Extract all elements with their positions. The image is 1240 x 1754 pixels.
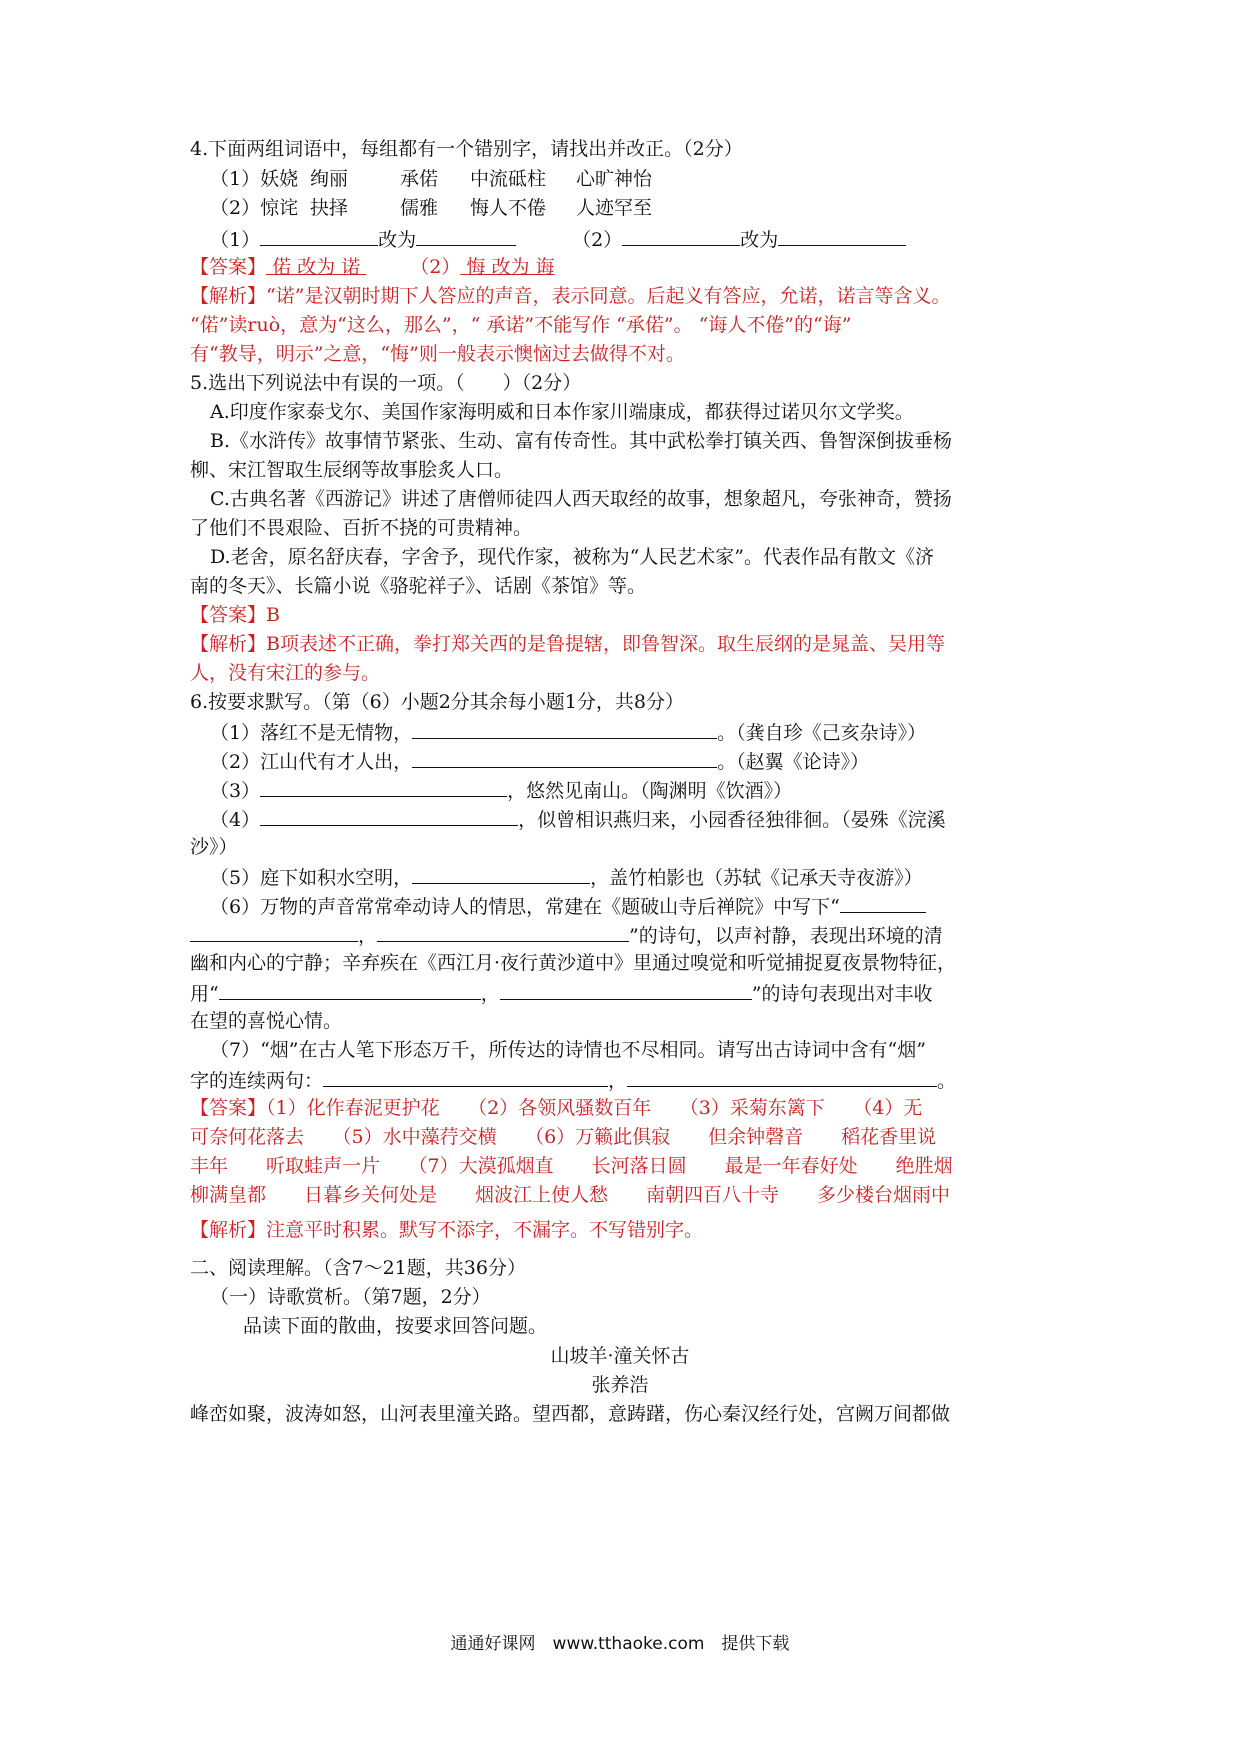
q4-analysis-3: 有“教导，明示”之意，“悔”则一般表示懊恼过去做得不对。 <box>190 343 685 365</box>
q4-word: 心旷神怡 <box>576 168 653 190</box>
q4-answer2-label: （2） <box>410 256 461 278</box>
q5-option-c-cont: 了他们不畏艰险、百折不挠的可贵精神。 <box>190 517 533 539</box>
q6-item-4-post: ，似曾相识燕归来，小园香径独徘徊。（晏殊《浣溪 <box>518 809 946 831</box>
q4-word: 绚丽 <box>310 168 349 190</box>
q4-word: （1）妖娆 <box>210 168 299 190</box>
q4-analysis-2: “偌”读ruò，意为“这么，那么”，“ 承诺”不能写作 “承偌”。 “诲人不倦”的“诲” <box>190 314 852 336</box>
q4-blanks <box>210 223 1080 253</box>
q6-item-5 <box>210 861 1080 891</box>
q5-option-d-cont: 南的冬天》、长篇小说《骆驼祥子》、话剧《茶馆》等。 <box>190 575 647 597</box>
q4-stem: 4.下面两组词语中，每组都有一个错别字，请找出并改正。（2分） <box>190 138 743 160</box>
q4-answer1-wrong: 偌 <box>272 256 292 278</box>
q5-analysis-text: B项表述不正确，拳打郑关西的是鲁提辖，即鲁智深。取生辰纲的是晁盖、吴用等 <box>266 633 945 655</box>
q6-blank[interactable] <box>840 890 926 913</box>
q4-answer-mid: 改为 <box>297 256 336 278</box>
q6-blank[interactable] <box>412 745 717 768</box>
answer-label: 【答案】 <box>190 1097 267 1119</box>
q6-item-6-post: ”的诗句，以声衬静，表现出环境的清 <box>629 925 943 947</box>
analysis-label: 【解析】 <box>190 285 267 307</box>
q5-option-c: C.古典名著《西游记》讲述了唐僧师徒四人西天取经的故事，想象超凡，夸张神奇，赞扬 <box>210 488 952 510</box>
q6-blank[interactable] <box>219 977 481 1000</box>
q4-word: 抉择 <box>310 197 349 219</box>
q4-group1 <box>210 164 1080 194</box>
q6-item-6-line5: 在望的喜悦心情。 <box>190 1010 343 1032</box>
q6-blank[interactable] <box>260 803 518 826</box>
reading-intro: 品读下面的散曲，按要求回答问题。 <box>243 1315 548 1337</box>
q6-blank[interactable] <box>323 1064 608 1087</box>
q4-blank2-label: （2） <box>572 229 623 251</box>
q6-item-2-pre: （2）江山代有才人出， <box>210 751 413 773</box>
q6-item-1-post: 。（龚自珍《己亥杂诗》） <box>717 722 927 744</box>
q4-answer1-right: 诺 <box>341 256 361 278</box>
q6-blank[interactable] <box>412 716 717 739</box>
q6-item-4 <box>210 803 1080 833</box>
q4-answer-mid: 改为 <box>491 256 530 278</box>
q6-item-2 <box>210 745 1080 775</box>
q6-item-6-text: （6）万物的声音常常牵动诗人的情思，常建在《题破山寺后禅院》中写下“ <box>210 896 840 918</box>
q6-item-6-line3: 幽和内心的宁静；辛弃疾在《西江月·夜行黄沙道中》里通过嗅觉和听觉捕捉夏夜景物特征， <box>190 952 957 974</box>
q6-blank[interactable] <box>377 919 629 942</box>
analysis-label: 【解析】 <box>190 633 267 655</box>
q4-word: 悔人不倦 <box>470 197 547 219</box>
q6-item-7-pre: 字的连续两句： <box>190 1070 324 1092</box>
q6-item-3-pre: （3） <box>210 780 261 802</box>
q6-item-1 <box>210 716 1080 746</box>
q4-answer <box>190 252 1060 282</box>
q6-item-2-post: 。（赵翼《论诗》） <box>717 751 870 773</box>
q5-analysis-2: 人，没有宋江的参与。 <box>190 662 381 684</box>
q6-item-4-pre: （4） <box>210 809 261 831</box>
q6-comma: ， <box>358 925 378 947</box>
q6-item-6 <box>210 890 1080 920</box>
q4-word: 承偌 <box>400 168 439 190</box>
q6-blank[interactable] <box>627 1064 937 1087</box>
q6-answer-3: 丰年 听取蛙声一片 （7）大漠孤烟直 长河落日圆 最是一年春好处 绝胜烟 <box>190 1155 953 1177</box>
q5-answer <box>190 600 1060 630</box>
q4-blank1-label: （1） <box>210 229 261 251</box>
section-heading: 二、阅读理解。（含7～21题，共36分） <box>190 1257 526 1279</box>
answer-label: 【答案】 <box>190 256 267 278</box>
q6-comma: ， <box>608 1070 628 1092</box>
poem-title: 山坡羊·潼关怀古 <box>550 1345 690 1367</box>
page-footer: 通通好课网 www.tthaoke.com 提供下载 <box>450 1634 790 1654</box>
q5-option-b-cont: 柳、宋江智取生辰纲等故事脍炙人口。 <box>190 459 514 481</box>
q6-analysis <box>190 1215 1060 1245</box>
q4-answer2-right: 诲 <box>535 256 555 278</box>
q6-blank[interactable] <box>190 919 358 942</box>
q6-item-7: （7）“烟”在古人笔下形态万千，所传达的诗情也不尽相同。请写出古诗词中含有“烟” <box>210 1039 926 1061</box>
q4-answer2-wrong: 悔 <box>466 256 486 278</box>
q4-blank2-mid: 改为 <box>740 229 779 251</box>
q6-stem: 6.按要求默写。（第（6）小题2分其余每小题1分，共8分） <box>190 691 684 713</box>
q6-item-6-post2: ”的诗句表现出对丰收 <box>751 983 933 1005</box>
q5-option-a: A.印度作家泰戈尔、美国作家海明威和日本作家川端康成，都获得过诺贝尔文学奖。 <box>210 401 914 423</box>
q6-analysis-text: 注意平时积累。默写不添字，不漏字。不写错别字。 <box>266 1219 704 1241</box>
q6-item-6-pre: 用“ <box>190 983 219 1005</box>
q4-word: （2）惊诧 <box>210 197 299 219</box>
q4-word: 中流砥柱 <box>470 168 547 190</box>
q6-answer-text: （1）化作春泥更护花 （2）各领风骚数百年 （3）采菊东篱下 （4）无 <box>266 1097 923 1119</box>
q6-period: 。 <box>937 1070 957 1092</box>
q4-group2 <box>210 193 1080 223</box>
q6-item-3 <box>210 774 1080 804</box>
q6-answer-4: 柳满皇都 日暮乡关何处是 烟波江上使人愁 南朝四百八十寺 多少楼台烟雨中 <box>190 1184 951 1206</box>
answer-label: 【答案】 <box>190 604 267 626</box>
q5-answer-value: B <box>266 604 280 626</box>
q5-option-d: D.老舍，原名舒庆春，字舍予，现代作家，被称为“人民艺术家”。代表作品有散文《济 <box>210 546 935 568</box>
q6-item-6-line4 <box>190 977 1060 1007</box>
q4-blank2-right[interactable] <box>778 223 906 246</box>
q6-comma: ， <box>480 983 500 1005</box>
q5-option-b: B.《水浒传》故事情节紧张、生动、富有传奇性。其中武松拳打镇关西、鲁智深倒拔垂杨 <box>210 430 953 452</box>
q6-blank[interactable] <box>260 774 507 797</box>
q4-analysis-1 <box>190 281 1060 311</box>
q6-item-7-line2 <box>190 1064 1060 1094</box>
q6-blank[interactable] <box>412 861 590 884</box>
q4-word: 儒雅 <box>400 197 439 219</box>
q5-analysis-1 <box>190 629 1060 659</box>
q4-blank2-wrong[interactable] <box>622 223 740 246</box>
analysis-label: 【解析】 <box>190 1219 267 1241</box>
poem-line: 峰峦如聚，波涛如怒，山河表里潼关路。望西都，意踌躇，伤心秦汉经行处，宫阙万间都做 <box>190 1403 951 1425</box>
q4-blank1-right[interactable] <box>416 223 516 246</box>
q6-blank[interactable] <box>500 977 752 1000</box>
q6-item-5-post: ，盖竹柏影也（苏轼《记承天寺夜游》） <box>590 867 923 889</box>
q6-item-6-line2 <box>190 919 1060 949</box>
q6-item-5-pre: （5）庭下如积水空明， <box>210 867 413 889</box>
q4-blank1-mid: 改为 <box>378 229 417 251</box>
q6-item-3-post: ，悠然见南山。（陶渊明《饮酒》） <box>507 780 793 802</box>
q5-stem: 5.选出下列说法中有误的一项。（ ）（2分） <box>190 372 582 394</box>
q4-word: 人迹罕至 <box>576 197 653 219</box>
q6-item-1-pre: （1）落红不是无情物， <box>210 722 413 744</box>
q4-analysis-text: “诺”是汉朝时期下人答应的声音，表示同意。后起义有答应，允诺，诺言等含义。 <box>266 285 951 307</box>
poem-author: 张养浩 <box>591 1374 649 1396</box>
q6-answer-1 <box>190 1093 1060 1123</box>
subsection-heading: （一）诗歌赏析。（第7题，2分） <box>210 1286 491 1308</box>
q6-answer-2: 可奈何花落去 （5）水中藻荇交横 （6）万籁此俱寂 但余钟磬音 稻花香里说 <box>190 1126 937 1148</box>
q6-item-4-cont: 沙》） <box>190 836 238 858</box>
q4-blank1-wrong[interactable] <box>260 223 378 246</box>
